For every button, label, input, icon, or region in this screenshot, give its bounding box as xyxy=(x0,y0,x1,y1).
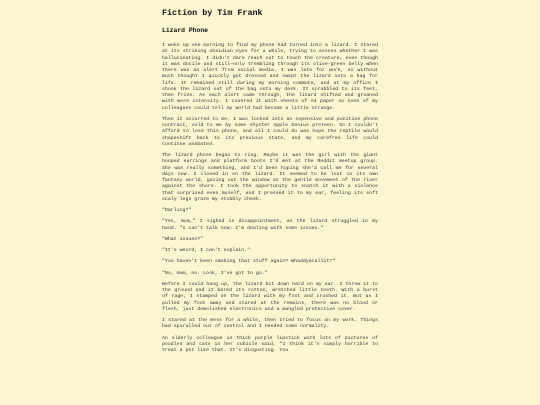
story-paragraph: "Yes, mum," I sighed in disappointment, as the lizard struggled in my hand. "I can't talk now; I'm dealing with some issues." xyxy=(162,219,378,231)
story-paragraph: The lizard phone began to ring. Maybe it was the girl with the giant hooped earrings and platform boots I'd met at the Reddit meetup group. She was really something, and I'd been hoping she'd call me for several days now. I closed in on the lizard. It seemed to be lost in its own fantasy world, gazing out the window at the gentle movement of the river against the shore. I took the opportunity to snatch it with a violence that surprised even myself, and I pressed it to my ear, feeling its soft scaly legs graze my stubbly cheek. xyxy=(162,153,378,202)
story-paragraph: "It's weird, I can't explain." xyxy=(162,248,251,253)
story-body xyxy=(162,43,378,354)
story-title: Lizard Phone xyxy=(162,27,209,34)
story-paragraph: "Darling?" xyxy=(162,208,192,213)
story-paragraph: Then it occurred to me, I was locked into an expensive and punitive phone contract, sold to me by some shyster Apple Genius preteen. So I couldn't afford to lose this phone, and all I could do was hope the reptile would shapeshift back to its previous state, and my carefree life could continue unabated. xyxy=(162,116,378,147)
story-paragraph: An elderly colleague in thick purple lipstick with lots of pictures of poodles and cats in her cubicle said, "I think it's simply horrible to treat a pet like that. It's disgusting. You xyxy=(162,335,378,353)
story-paragraph: "No, mum, no. Look, I've got to go." xyxy=(162,270,268,276)
story-paragraph: "You haven't been smoking that stuff again? Whaddyacallit?" xyxy=(162,259,336,265)
story-paragraph: Before I could hang up, the lizard bit down hard on my ear. I threw it to the ground and it bared its rotten, wretched little teeth. With a burst of rage, I stamped on the lizard with my foot and crushed it. But as I pulled my foot away and stared at the remains, there was no blood or flesh, just demolished electronics and a mangled protective cover. xyxy=(162,281,378,312)
story-paragraph: "What issues?" xyxy=(162,236,204,242)
story-paragraph: I stared at the mess for a while, then tried to focus on my work. Things had spiralled out of control and I needed some normality. xyxy=(162,318,378,330)
story-page xyxy=(162,8,378,359)
story-paragraph: I woke up one morning to find my phone had turned into a lizard. I stared at its striking obsidian eyes for a while, trying to assess whether I was hallucinating. I didn't dare reach out to touch the creature, even though it was docile and still—only trembling through its olive-green belly when there was an alert from social media. I was late for work, so without much thought I quickly got dressed and swept the lizard into a bag for life. It remained still during my morning commute, and at my office I shook the lizard out of the bag onto my desk. It scrabbled to its feet, then froze. As each alert came through, the lizard shifted and groaned with more intensity. I covered it with sheets of A4 paper so none of my colleagues could tell my world had become a little strange. xyxy=(162,43,378,111)
site-title: Fiction by Tim Frank xyxy=(162,8,263,18)
